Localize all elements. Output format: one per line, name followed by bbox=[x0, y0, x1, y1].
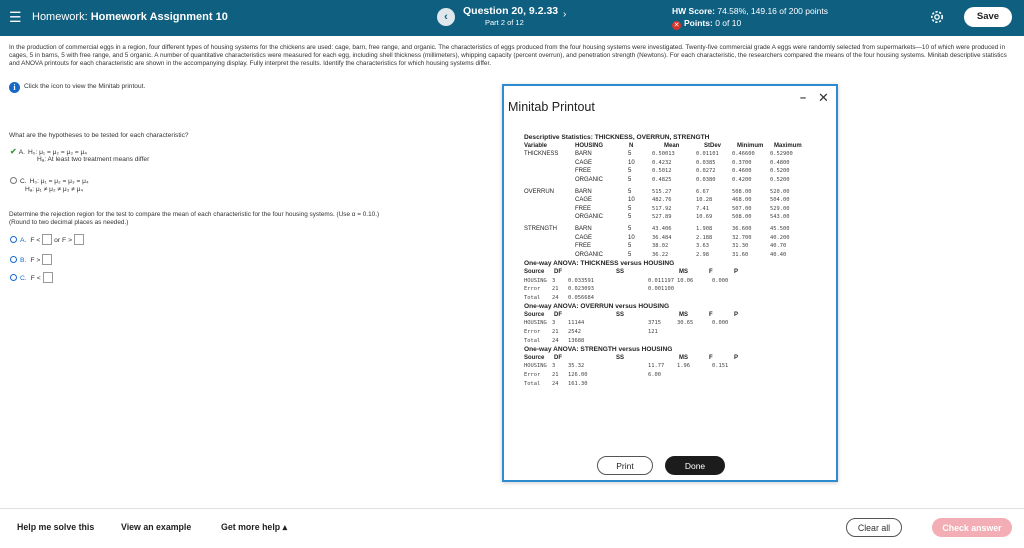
anova-row bbox=[524, 329, 824, 338]
anova-cell: Error bbox=[524, 329, 541, 336]
radio-button[interactable] bbox=[10, 236, 17, 243]
printout-link-line bbox=[9, 82, 145, 93]
anova-row bbox=[524, 338, 824, 347]
hypotheses-question: What are the hypotheses to be tested for each characteristic? bbox=[9, 132, 189, 139]
anova-cell: 11.77 bbox=[648, 363, 665, 370]
col-stdev: StDev bbox=[704, 142, 722, 149]
anova-row bbox=[524, 286, 824, 295]
points-value: 0 of 10 bbox=[715, 18, 742, 28]
question-text: In the production of commercial eggs in a region, four different types of housing systems for the chickens are used: cage, barn, free range, and organic. The characteristics of eggs produced from the four housing systems were investigated. Twenty-five commercial grade A eggs were randomly selected from supermarkets—10 of which were produced in cages, 5 in barns, 5 with free range, and 5 organic. A number of quantitative characteristics were measured for each egg, including shell thickness (millimeters), whipping capacity (percent overrun), and penetration strength (Newtons). For each characteristic, the researchers compared the means of the four housing systems. Minitab descriptive statistics and ANOVA printouts for each characteristic are shown in the accompanying display. Fully interpret the results. Identify the characteristics for which housing systems differ. bbox=[9, 44, 1007, 67]
desc-maximum: 40.70 bbox=[770, 243, 787, 250]
anova-row bbox=[524, 372, 824, 381]
desc-minimum: 0.3700 bbox=[732, 159, 752, 166]
descriptive-title-text: Descriptive Statistics: THICKNESS, OVERRUN, STRENGTH bbox=[524, 134, 710, 141]
descriptive-row bbox=[524, 189, 824, 198]
desc-maximum: 0.5200 bbox=[770, 168, 790, 175]
desc-minimum: 508.00 bbox=[732, 214, 752, 221]
radio-button[interactable] bbox=[10, 177, 17, 184]
desc-stdev: 1.908 bbox=[696, 225, 713, 232]
anova-row bbox=[524, 363, 824, 372]
col-variable: Variable bbox=[524, 142, 548, 149]
desc-housing: CAGE bbox=[575, 159, 593, 166]
col-housing: HOUSING bbox=[575, 142, 604, 149]
desc-stdev: 0.0272 bbox=[696, 168, 716, 175]
anova-col-header: MS bbox=[679, 354, 688, 361]
option-c-h0: H₀: μ₁ = μ₂ = μ₃ = μ₄ bbox=[29, 178, 89, 185]
printout-link-text: Click the icon to view the Minitab printout. bbox=[24, 83, 146, 90]
option-a-h0: H₀: μ₁ = μ₂ = μ₃ = μ₄ bbox=[27, 149, 88, 156]
desc-n: 10 bbox=[628, 197, 635, 204]
descriptive-row bbox=[524, 168, 824, 177]
anova-cell: 126.00 bbox=[568, 372, 588, 379]
desc-variable: OVERRUN bbox=[524, 188, 555, 195]
desc-n: 10 bbox=[628, 234, 635, 241]
points bbox=[672, 18, 741, 30]
anova-tables bbox=[524, 260, 824, 389]
rejection-note: (Round to two decimal places as needed.) bbox=[9, 218, 129, 226]
hw-score-label: HW Score: bbox=[672, 6, 715, 16]
option-c-ha: Hₐ: μ₁ ≠ μ₂ ≠ μ₃ ≠ μ₄ bbox=[25, 186, 84, 193]
anova-col-header: F bbox=[709, 311, 713, 318]
anova-col-header: F bbox=[709, 354, 713, 361]
desc-housing: FREE bbox=[575, 243, 592, 250]
anova-cell: 21 bbox=[552, 372, 559, 379]
x-circle-icon: ✕ bbox=[673, 22, 680, 29]
descriptive-row bbox=[524, 177, 824, 186]
anova-strength-title-text: One-way ANOVA: STRENGTH versus HOUSING bbox=[524, 346, 673, 354]
desc-minimum: 507.00 bbox=[732, 205, 752, 212]
answer-input-box[interactable] bbox=[42, 234, 52, 245]
anova-cell: 161.30 bbox=[568, 380, 588, 387]
anova-cell: 21 bbox=[552, 286, 559, 293]
desc-minimum: 32.700 bbox=[732, 234, 752, 241]
desc-housing: FREE bbox=[575, 205, 592, 212]
desc-housing: ORGANIC bbox=[575, 251, 604, 258]
anova-col-header: DF bbox=[554, 268, 562, 275]
rejection-option-b[interactable] bbox=[10, 254, 52, 265]
desc-mean: 0.50013 bbox=[652, 151, 675, 158]
col-maximum: Maximum bbox=[774, 142, 802, 149]
desc-mean: 0.5012 bbox=[652, 168, 672, 175]
desc-n: 10 bbox=[628, 159, 635, 166]
descriptive-row bbox=[524, 160, 824, 169]
check-answer-button[interactable]: Check answer bbox=[932, 518, 1012, 537]
desc-mean: 36.22 bbox=[652, 251, 669, 258]
anova-overrun-title bbox=[524, 303, 824, 312]
r-option-c-f: F < bbox=[30, 275, 41, 282]
checkmark-icon: ✔ bbox=[10, 147, 17, 156]
desc-housing: ORGANIC bbox=[575, 214, 604, 221]
anova-cell: 11144 bbox=[568, 320, 585, 327]
desc-maximum: 40.40 bbox=[770, 251, 787, 258]
anova-col-header: P bbox=[734, 311, 739, 318]
r-option-a-letter: A. bbox=[20, 237, 27, 244]
anova-strength-title bbox=[524, 346, 824, 355]
anova-cell: 3715 bbox=[648, 320, 661, 327]
anova-col-header: Source bbox=[524, 311, 545, 318]
anova-cell: 3 bbox=[552, 363, 556, 370]
desc-housing: ORGANIC bbox=[575, 176, 604, 183]
desc-mean: 36.484 bbox=[652, 234, 672, 241]
anova-cell: 0.056684 bbox=[568, 294, 594, 301]
desc-variable: THICKNESS bbox=[524, 151, 559, 158]
anova-cell: 1.96 bbox=[677, 363, 690, 370]
dialog-title: Minitab Printout bbox=[508, 100, 595, 114]
descriptive-row bbox=[524, 235, 824, 244]
desc-stdev: 10.69 bbox=[696, 214, 713, 221]
anova-cell: 35.32 bbox=[568, 363, 585, 370]
anova-row bbox=[524, 381, 824, 390]
anova-col-header: P bbox=[734, 354, 739, 361]
desc-maximum: 45.500 bbox=[770, 225, 790, 232]
r-option-a-or: or F > bbox=[54, 237, 73, 244]
anova-cell: 0.000 bbox=[712, 320, 729, 327]
minimize-icon[interactable]: – bbox=[800, 92, 807, 104]
anova-strength-header-row bbox=[524, 355, 824, 364]
anova-cell: Error bbox=[524, 286, 541, 293]
anova-col-header: SS bbox=[616, 268, 625, 275]
desc-variable: STRENGTH bbox=[524, 225, 557, 232]
anova-overrun-header-row bbox=[524, 312, 824, 321]
question-title: Question 20, 9.2.33 bbox=[463, 5, 559, 17]
top-bar bbox=[0, 0, 1024, 36]
desc-minimum: 0.46600 bbox=[732, 151, 755, 158]
col-n: N bbox=[629, 142, 634, 149]
anova-cell: 0.000 bbox=[712, 277, 729, 284]
desc-housing: FREE bbox=[575, 168, 592, 175]
anova-cell: HOUSING bbox=[524, 320, 547, 327]
desc-n: 5 bbox=[628, 168, 632, 175]
anova-cell: HOUSING bbox=[524, 363, 547, 370]
desc-n: 5 bbox=[628, 214, 632, 221]
desc-minimum: 36.600 bbox=[732, 225, 752, 232]
desc-mean: 38.02 bbox=[652, 243, 669, 250]
desc-minimum: 0.4200 bbox=[732, 176, 752, 183]
minitab-output bbox=[524, 134, 824, 389]
desc-mean: 43.406 bbox=[652, 225, 672, 232]
option-a-ha: Hₐ: At least two treatment means differ bbox=[37, 156, 150, 163]
chevron-left-icon[interactable]: ‹ bbox=[437, 8, 455, 26]
anova-cell: 13688 bbox=[568, 337, 585, 344]
desc-mean: 0.4825 bbox=[652, 176, 672, 183]
anova-cell: 2542 bbox=[568, 329, 581, 336]
descriptive-row bbox=[524, 197, 824, 206]
anova-cell: 3 bbox=[552, 320, 556, 327]
anova-thickness-title-text: One-way ANOVA: THICKNESS versus HOUSING bbox=[524, 260, 675, 268]
desc-mean: 517.92 bbox=[652, 205, 672, 212]
info-icon[interactable]: i bbox=[9, 82, 20, 93]
desc-stdev: 10.28 bbox=[696, 197, 713, 204]
desc-mean: 527.89 bbox=[652, 214, 672, 221]
desc-n: 5 bbox=[628, 176, 632, 183]
desc-stdev: 6.67 bbox=[696, 188, 709, 195]
anova-overrun-title-text: One-way ANOVA: OVERRUN versus HOUSING bbox=[524, 303, 670, 311]
desc-n: 5 bbox=[628, 251, 632, 258]
save-button[interactable]: Save bbox=[964, 7, 1012, 27]
desc-mean: 515.27 bbox=[652, 188, 672, 195]
descriptive-row bbox=[524, 214, 824, 223]
desc-stdev: 2.188 bbox=[696, 234, 713, 241]
gear-icon[interactable] bbox=[929, 9, 945, 25]
more-help-link[interactable]: Get more help ▴ bbox=[221, 522, 288, 532]
desc-minimum: 31.30 bbox=[732, 243, 749, 250]
descriptive-row bbox=[524, 226, 824, 235]
answer-input-box[interactable] bbox=[74, 234, 84, 245]
desc-stdev: 2.98 bbox=[696, 251, 709, 258]
anova-col-header: Source bbox=[524, 268, 545, 275]
anova-cell: 0.023093 bbox=[568, 286, 594, 293]
points-label: Points: bbox=[684, 18, 713, 28]
descriptive-row bbox=[524, 252, 824, 261]
menu-icon[interactable]: ☰ bbox=[9, 9, 22, 25]
close-icon[interactable]: ✕ bbox=[818, 90, 829, 105]
anova-cell: 10.06 bbox=[677, 277, 694, 284]
help-me-solve-link[interactable]: Help me solve this bbox=[17, 522, 95, 532]
anova-cell: 0.011197 bbox=[648, 277, 674, 284]
anova-cell: Error bbox=[524, 372, 541, 379]
desc-housing: CAGE bbox=[575, 234, 593, 241]
desc-stdev: 0.0380 bbox=[696, 176, 716, 183]
anova-cell: 3 bbox=[552, 277, 556, 284]
rejection-question-text: Determine the rejection region for the test to compare the mean of each characteristic for the four housing systems. (Use α = 0.10.) bbox=[9, 211, 380, 218]
anova-col-header: DF bbox=[554, 311, 562, 318]
descriptive-rows bbox=[524, 151, 824, 260]
answer-input-box[interactable] bbox=[43, 272, 53, 283]
homework-title bbox=[32, 11, 228, 23]
desc-housing: BARN bbox=[575, 188, 592, 195]
anova-col-header: SS bbox=[616, 311, 625, 318]
clear-all-button[interactable]: Clear all bbox=[846, 518, 902, 537]
anova-cell: HOUSING bbox=[524, 277, 547, 284]
hw-score-value: 74.58%, 149.16 of 200 points bbox=[717, 6, 828, 16]
view-example-link[interactable]: View an example bbox=[121, 522, 192, 532]
desc-stdev: 0.01101 bbox=[696, 151, 719, 158]
desc-minimum: 468.00 bbox=[732, 197, 752, 204]
desc-n: 5 bbox=[628, 188, 632, 195]
desc-maximum: 520.00 bbox=[770, 188, 790, 195]
desc-maximum: 40.200 bbox=[770, 234, 790, 241]
hypothesis-option-a[interactable] bbox=[10, 147, 150, 163]
hw-score bbox=[672, 6, 828, 16]
anova-cell: Total bbox=[524, 380, 541, 387]
anova-row bbox=[524, 278, 824, 287]
desc-housing: BARN bbox=[575, 225, 592, 232]
rejection-question bbox=[9, 211, 379, 226]
desc-mean: 482.76 bbox=[652, 197, 672, 204]
anova-cell: 121 bbox=[648, 329, 658, 336]
anova-cell: 0.033591 bbox=[568, 277, 594, 284]
anova-cell: 0.001100 bbox=[648, 286, 674, 293]
anova-cell: 24 bbox=[552, 380, 559, 387]
desc-maximum: 0.4800 bbox=[770, 159, 790, 166]
anova-cell: 6.00 bbox=[648, 372, 661, 379]
r-option-c-letter: C. bbox=[20, 275, 27, 282]
anova-col-header: DF bbox=[554, 354, 562, 361]
r-option-a-f1: F < bbox=[30, 237, 41, 244]
anova-cell: 0.151 bbox=[712, 363, 729, 370]
desc-n: 5 bbox=[628, 151, 632, 158]
desc-housing: CAGE bbox=[575, 197, 593, 204]
anova-cell: 30.65 bbox=[677, 320, 694, 327]
rejection-option-a[interactable] bbox=[10, 234, 84, 245]
desc-maximum: 529.00 bbox=[770, 205, 790, 212]
question-part: Part 2 of 12 bbox=[485, 18, 524, 27]
anova-cell: 24 bbox=[552, 337, 559, 344]
anova-cell: Total bbox=[524, 337, 541, 344]
desc-n: 5 bbox=[628, 205, 632, 212]
anova-row bbox=[524, 320, 824, 329]
descriptive-title bbox=[524, 134, 824, 143]
desc-maximum: 0.5200 bbox=[770, 176, 790, 183]
desc-stdev: 7.41 bbox=[696, 205, 709, 212]
desc-n: 5 bbox=[628, 243, 632, 250]
anova-cell: Total bbox=[524, 294, 541, 301]
desc-maximum: 543.00 bbox=[770, 214, 790, 221]
desc-mean: 0.4232 bbox=[652, 159, 672, 166]
desc-n: 5 bbox=[628, 225, 632, 232]
homework-name: Homework Assignment 10 bbox=[90, 11, 228, 23]
rejection-option-c[interactable] bbox=[10, 272, 53, 283]
descriptive-header-row bbox=[524, 143, 824, 152]
anova-col-header: P bbox=[734, 268, 739, 275]
option-a-letter: A. bbox=[18, 149, 25, 156]
print-button[interactable]: Print bbox=[597, 456, 653, 475]
col-minimum: Minimum bbox=[737, 142, 764, 149]
anova-cell: 21 bbox=[552, 329, 559, 336]
desc-minimum: 31.60 bbox=[732, 251, 749, 258]
desc-stdev: 0.0385 bbox=[696, 159, 716, 166]
homework-label: Homework: bbox=[32, 11, 88, 23]
anova-thickness-title bbox=[524, 260, 824, 269]
answer-input-box[interactable] bbox=[42, 254, 52, 265]
radio-button[interactable] bbox=[10, 256, 17, 263]
done-button[interactable]: Done bbox=[665, 456, 725, 475]
minitab-printout-dialog bbox=[502, 84, 838, 482]
desc-minimum: 0.4600 bbox=[732, 168, 752, 175]
descriptive-row bbox=[524, 151, 824, 160]
anova-col-header: MS bbox=[679, 268, 688, 275]
anova-thickness-header-row bbox=[524, 269, 824, 278]
descriptive-row bbox=[524, 243, 824, 252]
anova-col-header: MS bbox=[679, 311, 688, 318]
col-mean: Mean bbox=[664, 142, 680, 149]
anova-row bbox=[524, 295, 824, 304]
radio-button[interactable] bbox=[10, 274, 17, 281]
anova-cell: 24 bbox=[552, 294, 559, 301]
r-option-b-f: F > bbox=[30, 257, 41, 264]
anova-col-header: Source bbox=[524, 354, 545, 361]
desc-maximum: 504.00 bbox=[770, 197, 790, 204]
hypothesis-option-c[interactable] bbox=[10, 177, 89, 193]
anova-col-header: SS bbox=[616, 354, 625, 361]
bottom-bar bbox=[0, 508, 1024, 548]
desc-maximum: 0.52900 bbox=[770, 151, 793, 158]
option-c-letter: C. bbox=[20, 178, 27, 185]
desc-minimum: 508.00 bbox=[732, 188, 752, 195]
descriptive-row bbox=[524, 206, 824, 215]
desc-housing: BARN bbox=[575, 151, 592, 158]
desc-stdev: 3.63 bbox=[696, 243, 709, 250]
anova-col-header: F bbox=[709, 268, 713, 275]
chevron-right-icon[interactable]: › bbox=[563, 9, 567, 20]
r-option-b-letter: B. bbox=[20, 257, 27, 264]
